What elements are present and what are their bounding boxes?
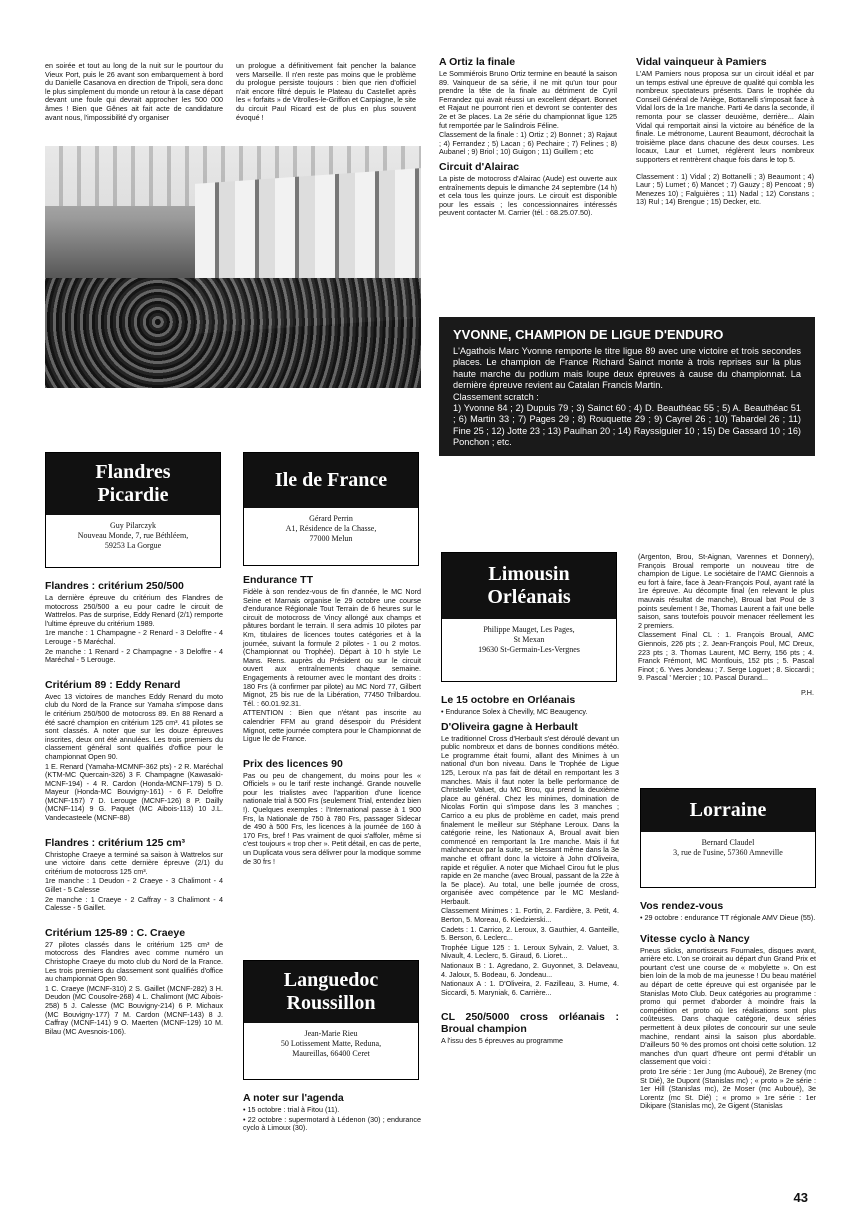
ortiz-results: Classement de la finale : 1) Ortiz ; 2) Bonnet ; 3) Rajaut ; 4) Ferrandez ; 5) Lacan ; 6) Pechaire ; 7) Felines ; 8) Aubanel ; 9) Briol ; 10) Guigon ; 11) Guillem ; etc [439,130,617,157]
limousin-s2-title: D'Oliveira gagne à Herbault [441,720,578,733]
limousin-region-name: Limousin Orléanais [442,553,616,619]
enduro-body: L'Agathois Marc Yvonne remporte le titre ligue 89 avec une victoire et trois secondes places. Le champion de France Richard Sainct monte à trois reprises sur la plus haute marche du podium mais loupe deux épreuves à cause du championnat. La dernière épreuve revient au Catalan Francis Martin. [453,346,801,391]
enduro-results-label: Classement scratch : [453,391,539,402]
iledefrance-articles: Endurance TT Fidèle à son rendez-vous de fin d'année, le MC Nord Seine et Marnais organise le 29 octobre une course d'endurance Régionale Tout Terrain de 6 heures sur le circuit de motocross de Vincy allongé aux champs et pâtures bordant le terrain. Il sera admis 10 pilotes par Km, titulaires de licences toutes catégories et à la journée, suivant la formule 2 pilotes - 1 ou 2 motos. (Championnat ou Trophée). Départ à 10 h style Le Mans. Rens. auprès du Président ou sur le circuit ouvert aux entraînements chaque semaine. Engagements à retourner avec le montant des droits : 180 Frs (à confirmer par pilote) au MC Nord 77, Gilbert Mignot, 25 bis rue de la Libération, 77450 Trilbardou. Tél. : 60.01.92.31. ATTENTION : Bien que n'étant pas inscrite au calendrier FFM au grand désespoir du Président Mignot, cette journée comptera pour le Championnat de Ligue Ile de France. Prix des licences 90 Pas ou peu de changement, du moins pour les « Officiels » ou le tarif reste inchangé. Grande nouvelle pour les trialistes avec l'apparition d'une licence nationale trial à 500 Frs (seulement Trial, entendez bien !). Quelques exemples : l'International passe à 1 900 Frs, la Nationale de 750 à 780 Frs, passager Sidecar de 490 à 500 Frs, les licences à la journée de 160 à 170 Frs, bref ! Pas vraiment de quoi s'affoler, même si c'est toujours « trop cher ». Petit détail, en cas de perte, un Duplicata vous sera délivrer pour la modique somme de 30 frs ! [243,574,421,866]
limousin-s3-title: CL 250/5000 cross orléanais : Broual champion [441,1011,619,1036]
ortiz-title: A Ortiz la finale [439,56,516,68]
limousin-continuation: (Argenton, Brou, St-Aignan, Varennes et Donnery), François Broual remporte un nouveau titre de champion de Ligue. Le sociétaire de l'AMC Giennois a eu fort à faire, face à Jean-François Poul, ayant raté la 1re épreuve. Au décompte final (en relevant le plus mauvais résultat de manche), Broual bat Poul de 3 points seulement ! 3e, Thomas Laurent a fait une belle saison, sans toutefois pouvoir menacer réellement les 2 premiers. Classement Final CL : 1. François Broual, AMC Giennois, 226 pts ; 2. Jean-François Poul, MC Dreux, 223 pts ; 3. Thomas Laurent, MC Berry, 156 pts ; 4. Franck Frémont, MC Montlouis, 152 pts ; 5. Pascal Finot ; 6. Yves Jondeau ; 7. Serge Loguet ; 8. Siccardi ; 9. Pascal ' Mercier ; 10. Pascal Durand... P.H. [638,552,814,697]
enduro-title: YVONNE, CHAMPION DE LIGUE D'ENDURO [453,327,724,342]
languedoc-region-box [243,960,419,1080]
flandres-region-box [45,452,221,568]
limousin-articles: Le 15 octobre en Orléanais • Endurance Solex à Chevilly, MC Beaugency. D'Oliveira gagne à Herbault Le traditionnel Cross d'Herbault s'est déroulé devant un public nombreux et dans de bonnes conditions météo. Le programme était fourni, allant des Minimes à un national d'un bon niveau. Dans le Trophée de Ligue 125, Leroux n'a pas fait de détail en remportant les 3 manches. Mais il faut noter la belle performance de Christelle Valuet, du MC Brou, qui prend la deuxième place au général. Chez les minimes, domination de Nicolas Fortin qui s'impose dans les 3 manches ; Carrico a eu plus de problème en cadet, mais prend finalement le meilleur sur Stéphane Leroux. Dans la catégorie reine, les Nationaux A, Broual avait bien commencé en remportant la 1re manche. Mais il fut malchanceux par la suite, se blessant même dans la 3e manche et offrant donc la victoire à John d'Oliveira, rapide et régulier. A noter que Michael Cirou fut le plus rapide en 2e manche (avec Broual, passant de la 22e à la 5e place). Au total, une belle journée de cross, organisée avec compétence par le MC Mesland-Herbault. Classement Minimes : 1. Fortin, 2. Fardière, 3. Petit, 4. Berton, 5. Moreau, 6. Kiedzierski... Cadets : 1. Carrico, 2. Leroux, 3. Gauthier, 4. Ganteille, 5. Berson, 6. Leclerc... Trophée Ligue 125 : 1. Leroux Sylvain, 2. Valuet, 3. Nivault, 4. Leclerc, 5. Giraud, 6. Lioret... Nationaux B : 1. Agredano, 2. Guyonnet, 3. Delaveau, 4. Jaloux, 5. Bodeau, 6. Jondeau... Nationaux A : 1. D'Oliveira, 2. Fazilleau, 3. Hume, 4. Siccardi, 5. Maryniak, 6. Carrière... CL 250/5000 cross orléanais : Broual champion A l'issu des 5 épreuves au programme [441,694,619,1046]
page-number: 43 [793,1190,808,1205]
enduro-results: 1) Yvonne 84 ; 2) Dupuis 79 ; 3) Sainct 60 ; 4) D. Beauthéac 55 ; 5) A. Beauthéac 51 ; 6) Martin 33 ; 7) Pages 29 ; 8) Rouquette 29 ; 9) Cayrel 26 ; 10) Tabardel 26 ; 11) Fine 25 ; 12) Jotte 23 ; 13) Paulhan 20 ; 14) Rayssiguier 10 ; 15) De Gassard 10 ; 16) Ponchon ; etc. [453,403,801,448]
languedoc-agenda: A noter sur l'agenda • 15 octobre : trial à Fitou (11). • 22 octobre : supermotard à Lédenon (30) ; endurance cyclo à Limoux (30). [243,1092,421,1133]
flandres-region-name: Flandres Picardie [46,453,220,515]
languedoc-agenda-title: A noter sur l'agenda [243,1092,344,1104]
ortiz-section [439,52,617,219]
vidal-results: Classement : 1) Vidal ; 2) Bottanelli ; 3) Beaumont ; 4) Laur ; 5) Lumet ; 6) Mancet ; 7) Gauzy ; 8) Pencoat ; 9) Menezes 10) ; Falguières ; 11) Nadal ; 12) Constans ; 13) Rul ; 14) Brengue ; 15) Decker, etc. [636,171,814,207]
flandres-s3-title: Flandres : critérium 125 cm³ [45,836,186,849]
alairac-body: La piste de motocross d'Alairac (Aude) est ouverte aux entraînements depuis le dimanche 24 septembre (14 h) et cela tous les quinze jours. Le circuit est disponible pour les essais ; les concessionnaires intéressés peuvent contacter M. Carrier (tél. : 68.25.07.50). [439,173,617,218]
iledefrance-address: Gérard Perrin A1, Résidence de la Chasse, 77000 Melun [285,514,377,543]
col1-top-text: en soirée et tout au long de la nuit sur le pourtour du Vieux Port, puis le 26 avant son embarquement à bord du Danielle Casanova en direction de Tripoli, sera donc le plus simplement du monde un retour à la case départ devant une foule qui devrait approcher les 500 000 âmes ! Bien que Gênes ait fait acte de candidature avant nous, l'impossibilité d'y organiser [45,61,223,122]
lorraine-region-box [640,788,816,888]
flandres-s1-title: Flandres : critérium 250/500 [45,580,184,592]
lorraine-address: Bernard Claudel 3, rue de l'usine, 57360 Amneville [673,838,783,857]
vidal-body: L'AM Pamiers nous proposa sur un circuit idéal et par un temps estival une épreuve de qualité qui combla les nombreux spectateurs présents. Dans le trophée du Conseil Général de l'Ariège, Bottanelli s'imposait face à Vidal lors de la 1re manche. Parti 4e dans la seconde, il remonta pour se classer deuxième, derrière... Alain Vidal qui remportait ainsi la victoire au bénéfice de la finale. Le métronome, Laurent Beaumont, décrochait la troisième place dans chacune des deux courses. Les locaux, Laur et Lumet, réglèrent leurs nombreux supporters et rentrèrent chaque fois dans le top 5. [636,69,814,164]
languedoc-address: Jean-Marie Rieu 50 Lotissement Matte, Reduna, Maureillas, 66400 Ceret [280,1029,382,1058]
lorraine-articles: Vos rendez-vous • 29 octobre : endurance TT régionale AMV Dieue (55). Vitesse cyclo à Nancy Pneus slicks, amortisseurs Fournales, disques avant, arrière etc. L'on se croirait au départ d'un Grand Prix et pourtant c'est une course de « mobylette ». On est bien loin de la mob de ma jeunesse ! Du beau matériel au départ de cette épreuve qui est organisée par le Stanislas Moto Club. Deux catégories au programme : promo qui permet d'aborder à moindre frais la compétition et proto où les réalisations sont plus coûteuses. Dans chaque catégorie, deux séries permettent à deux pilotes de concourir sur une seule machine, rendant ainsi la saison plus abordable. D'ailleurs 50 % des promos ont choisi cette solution. 12 manches d'un quart d'heure ont permi d'établir un classement que voici : proto 1re série : 1er Jung (mc Auboué), 2e Breney (mc St Dié), 3e Dupont (Stanislas mc) ; « proto » 2e série : 1er Hill (Stanislas mc), 2e Moser (mc Auboué), 3e Lorentz (mc St. Dié) ; « promo » 1re série : 1er Dikipare (Stanislas mc), 2e Gigent (Stanislas [640,900,816,1111]
iledefrance-region-box [243,452,419,566]
motorcycles-photo [45,146,421,388]
vidal-title: Vidal vainqueur à Pamiers [636,56,767,68]
vidal-section [636,52,814,208]
flandres-s4-title: Critérium 125-89 : C. Craeye [45,926,186,939]
lorraine-s1-title: Vos rendez-vous [640,900,724,912]
flandres-s2-title: Critérium 89 : Eddy Renard [45,678,181,691]
iledefrance-region-name: Ile de France [244,453,418,508]
iledefrance-s1-title: Endurance TT [243,574,314,586]
photo-parked-motorcycles [45,278,421,388]
flandres-address: Guy Pilarczyk Nouveau Monde, 7, rue Béthléem, 59253 La Gorgue [77,521,189,550]
languedoc-region-name: Languedoc Roussillon [244,961,418,1023]
lorraine-s2-title: Vitesse cyclo à Nancy [640,932,750,945]
limousin-signature: P.H. [800,687,814,697]
lorraine-region-name: Lorraine [641,789,815,832]
limousin-region-box [441,552,617,682]
limousin-s1-title: Le 15 octobre en Orléanais [441,694,576,706]
col2-top-text: un prologue a définitivement fait pencher la balance vers Marseille. Il n'en reste pas moins que le problème du prologue persiste toujours : bien que rien d'officiel n'ait encore filtré depuis le Plateau du Castellet après les « forfaits » de Vitrolles-le-Griffon et Carpiagne, le site du circuit Paul Ricard est de plus en plus souvent évoqué ! [236,61,416,122]
flandres-articles: Flandres : critérium 250/500 La dernière épreuve du critérium des Flandres de motocross 250/500 a eu pour cadre le circuit de Wattrelos. Pas de surprise, Eddy Renard (2/1) remporte l'ultime épreuve du critérium 1989. 1re manche : 1 Champagne - 2 Renard - 3 Deloffre - 4 Lerouge - 5 Maréchal. 2e manche : 1 Renard - 2 Champagne - 3 Deloffre - 4 Maréchal - 5 Lerouge. Critérium 89 : Eddy Renard Avec 13 victoires de manches Eddy Renard du moto club du Nord de la France sur Yamaha s'impose dans le critérium 250/500 de motocross 89. En 88 Renard a été sacré champion en critérium 125 cm³. 41 pilotes se sont classés. A noter que sur les douze épreuves inscrites, deux ont été annulées. Les trois premiers du classement général sont qualifiés d'office pour le championnat Open 90. 1 E. Renard (Yamaha-MCMNF-362 pts) - 2 R. Maréchal (KTM-MC Quercain-326) 3 F. Champagne (Kawasaki-MCNF-194) - 4 R. Cardon (Honda-MCNF-179) 5 D. Mayeur (Honda-MC Bouvigny-161) - 6 F. Deloffre (MCNF-157) 7 D. Lerouge (MCNF-126) 8 P. Dailly (MCNF-114) 9 G. Paquet (MC Aibois-113) 10 J.L. Vandecasteele (MCNF-88) Flandres : critérium 125 cm³ Christophe Craeye a terminé sa saison à Wattrelos sur une victoire dans cette dernière épreuve (2/1) du critérium de motocross 125 cm³. 1re manche : 1 Deudon - 2 Craeye - 3 Chalimont - 4 Gillet - 5 Calesse 2e manche : 1 Craeye - 2 Caffray - 3 Chalimont - 4 Calesse - 5 Gaillet. Critérium 125-89 : C. Craeye 27 pilotes classés dans le critérium 125 cm³ de motocross des Flandres avec comme numéro un Christophe Craeye du moto club du Nord de la France. Les trois premiers du classement sont qualifiés d'office au championnat Open 90. 1 C. Craeye (MCNF-310) 2 S. Gaillet (MCNF-282) 3 H. Deudon (MC Cousolre-268) 4 L. Chalimont (MC Aibois-258) 5 J. Calesse (MC Bouvigny-214) 6 P. Michaux (MC Bouvigny-177) 7 M. Cardon (MCNF-143) 8 J. Caffray (MCNF-141) 9 O. Maerten (MCNF-129) 10 M. Bilau (MC Avesnois-106). [45,580,223,1036]
ortiz-body: Le Sommiérois Bruno Ortiz termine en beauté la saison 89. Vainqueur de sa série, il ne mit qu'un tour pour prendre la tête de la finale au détriment de Cyril Ferrandez qui avait réussi un excellent départ. Bonnet et Rajaut ne pourront rien et devront se contenter des 2e et 3e places. La 2e série du championnat ligue 125 fut remportée par le Salindrois Féline. [439,69,617,130]
alairac-title: Circuit d'Alairac [439,160,520,173]
iledefrance-s2-title: Prix des licences 90 [243,757,343,770]
enduro-box [439,317,815,456]
limousin-address: Philippe Mauget, Les Pages, St Mexan 19630 St-Germain-Les-Vergnes [478,625,580,654]
